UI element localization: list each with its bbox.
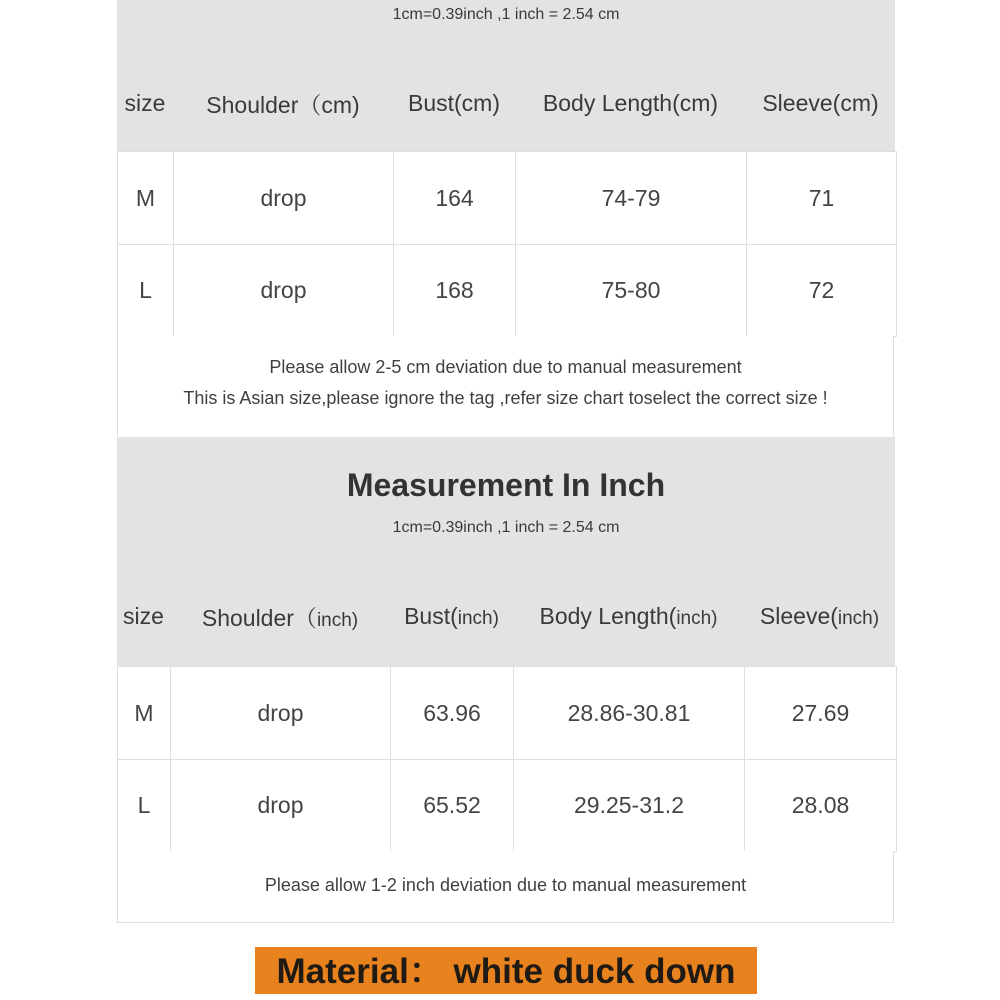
material-banner: Material： white duck down xyxy=(255,947,757,994)
inch-section-title: Measurement In Inch xyxy=(346,467,666,503)
inch-header-shoulder: Shoulder（inch) xyxy=(201,604,359,631)
cm-header-row xyxy=(117,86,895,120)
inch-cell-shoulder: drop xyxy=(171,667,391,760)
asian-size-note: This is Asian size,please ignore the tag ,refer size chart toselect the correct size ! xyxy=(183,388,828,408)
cm-header-body-length: Body Length(cm) xyxy=(542,89,719,116)
cm-cell-shoulder: drop xyxy=(174,152,394,245)
cm-cell-body-length: 75-80 xyxy=(516,245,747,337)
inch-cell-body-length: 28.86-30.81 xyxy=(514,667,745,760)
cm-cell-body-length: 74-79 xyxy=(516,152,747,245)
cm-notes xyxy=(117,336,894,437)
cm-header-size: size xyxy=(124,89,166,116)
cm-cell-sleeve: 71 xyxy=(747,152,897,245)
cm-cell-bust: 164 xyxy=(394,152,516,245)
inch-deviation-note: Please allow 1-2 inch deviation due to manual measurement xyxy=(264,875,747,895)
inch-cell-size: L xyxy=(118,760,171,852)
inch-header-row xyxy=(117,599,895,633)
cm-cell-size: L xyxy=(118,245,174,337)
table-row xyxy=(118,667,897,760)
cm-cell-size: M xyxy=(118,152,174,245)
inch-cell-sleeve: 27.69 xyxy=(745,667,897,760)
inch-cell-bust: 63.96 xyxy=(391,667,514,760)
inch-notes xyxy=(117,851,894,923)
cm-cell-shoulder: drop xyxy=(174,245,394,337)
table-row xyxy=(118,152,897,245)
inch-header-size: size xyxy=(123,602,164,629)
inch-cell-sleeve: 28.08 xyxy=(745,760,897,852)
cm-cell-bust: 168 xyxy=(394,245,516,337)
cm-header-block xyxy=(117,0,895,151)
cm-header-sleeve: Sleeve(cm) xyxy=(762,89,879,116)
inch-header-block xyxy=(117,437,895,666)
cm-deviation-note: Please allow 2-5 cm deviation due to manual measurement xyxy=(269,357,742,377)
inch-header-sleeve: Sleeve(inch) xyxy=(759,602,880,629)
cm-header-shoulder: Shoulder（cm) xyxy=(206,91,360,118)
table-row xyxy=(118,760,897,852)
inch-size-table xyxy=(117,666,897,852)
cm-cell-sleeve: 72 xyxy=(747,245,897,337)
table-row xyxy=(118,245,897,337)
cm-size-table xyxy=(117,151,897,337)
inch-header-body-length: Body Length(inch) xyxy=(539,602,718,629)
inch-cell-bust: 65.52 xyxy=(391,760,514,852)
cm-conversion-note: 1cm=0.39inch ,1 inch = 2.54 cm xyxy=(392,6,620,23)
inch-cell-shoulder: drop xyxy=(171,760,391,852)
cm-header-bust: Bust(cm) xyxy=(408,89,500,116)
inch-header-bust: Bust(inch) xyxy=(404,602,499,629)
inch-conversion-note: 1cm=0.39inch ,1 inch = 2.54 cm xyxy=(392,519,620,536)
inch-cell-size: M xyxy=(118,667,171,760)
inch-cell-body-length: 29.25-31.2 xyxy=(514,760,745,852)
